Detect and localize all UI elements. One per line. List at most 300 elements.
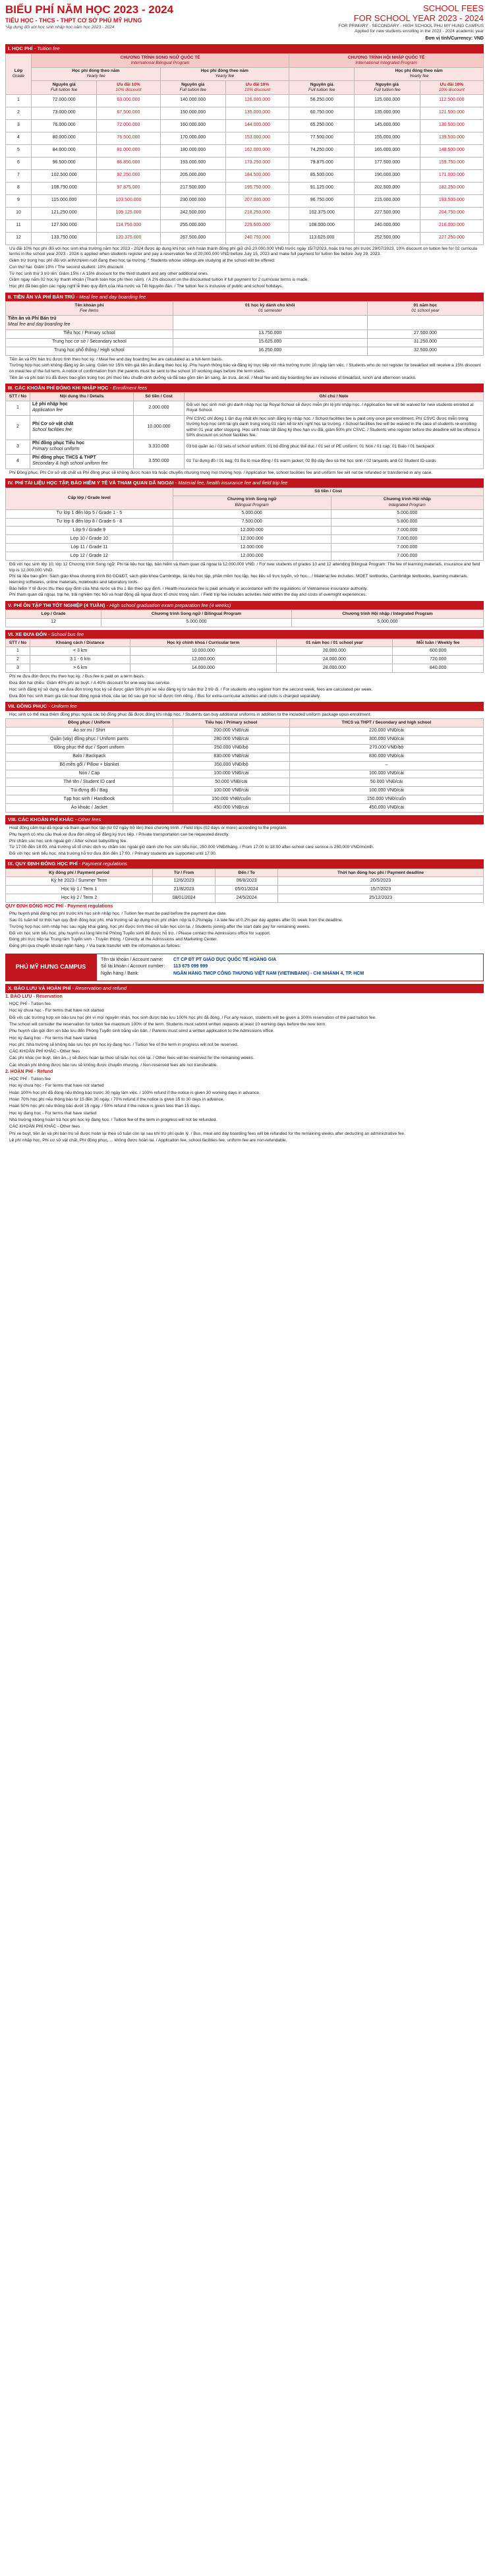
title-en-1: SCHOOL FEES [423,3,484,13]
table-cell: 229.500.000 [225,219,289,232]
note-item: Tiền ăn và Phí bán trú được tính theo học kỳ. / Meal fee and day boarding fee are calculated as a full-term basis. [9,357,223,362]
table-cell: 127.500.000 [32,219,97,232]
table-cell: 15/7/2023 [278,886,484,894]
table-cell: 100.000 VNĐ/cái [289,787,483,795]
table-cell: 125.000.000 [355,94,420,107]
bus-row [6,656,484,664]
table-cell: Học kỳ 1 / Term 1 [6,886,153,894]
note-item: Phụ huynh phải đóng học phí trước khi học sinh nhập học. / Tuition fee must be paid before the payment due date. [9,911,227,917]
table-cell: 135.000.000 [355,107,420,119]
table-cell: 255.000.000 [160,219,225,232]
table-cell: 63.000.000 [97,94,160,107]
table-cell: 86.850.000 [97,157,160,169]
table-cell: 84.000.000 [32,144,97,157]
note-item: Hoàn 100% học phí đã đóng nếu thông báo trước 30 ngày làm việc. / 100% refund if the notice is given 30 working days in advance. [9,1090,260,1095]
tuition-row [6,219,484,232]
section-material: IV. PHÍ TÀI LIỆU HỌC TẬP, BẢO HIỂM Y TẾ VÀ THAM QUAN DÃ NGOẠI - Material fee, health insurance fee and field trip fee [5,478,484,488]
table-cell: 76.000.000 [32,119,97,132]
table-cell: 135.000.000 [225,107,289,119]
table-cell: 4 [6,132,32,144]
material-row [6,535,484,544]
enroll-item-name: Phí đồng phục Tiểu học [32,441,85,446]
table-cell: 21/8/2023 [153,886,216,894]
other-notes [9,826,484,857]
enroll-notes [9,471,484,476]
table-cell: 08/01/2024 [153,894,216,903]
table-cell: 80.000.000 [32,132,97,144]
table-cell: 31.250.000 [367,338,483,347]
table-cell: 102.500.000 [32,169,97,182]
table-cell: Lớp 10 / Grade 10 [6,535,173,544]
table-cell: 7.500.000 [173,518,331,527]
note-item: HỌC PHÍ - Tuition fee [9,1077,51,1082]
enroll-item-name: Phí đồng phục THCS & THPT [32,455,96,461]
note-item: Phí xe đưa đón được thu theo học kỳ. / Bus fee is paid on a term basis. [9,674,145,679]
table-cell: 195.750.000 [225,182,289,194]
table-cell: < 3 km [30,647,130,656]
table-cell: 121.500.000 [420,107,483,119]
table-cell: 150.000 VNĐ/cuốn [173,795,289,804]
table-cell: 27.500.000 [367,329,483,338]
table-cell: 7.000.000 [331,535,483,544]
table-cell: 72.000.000 [97,119,160,132]
table-cell: 15.625.000 [173,338,367,347]
table-cell: 112.500.000 [420,94,483,107]
section-meal: II. TIỀN ĂN VÀ PHÍ BÁN TRÚ - Meal fee and day boarding fee [5,293,484,302]
table-cell: 830.000 VNĐ/cái [173,753,289,761]
enroll-item-name-en: School facilities fee [32,427,72,432]
header [5,0,484,35]
table-cell: 218.250.000 [225,207,289,219]
table-cell: 130.500.000 [420,119,483,132]
enroll-row [6,415,484,440]
table-cell: 05/01/2024 [216,886,278,894]
note-item: CÁC KHOẢN PHÍ KHÁC - Other fees [9,1124,80,1130]
table-cell: 280.000 VNĐ/cái [173,735,289,744]
table-cell: 227.500.000 [355,207,420,219]
table-cell: 56.250.000 [289,94,355,107]
table-cell: 77.500.000 [289,132,355,144]
table-cell: 121.250.000 [32,207,97,219]
table-cell: Túi đựng đồ / Bag [6,787,173,795]
table-cell: 220.000 VNĐ/cái [289,727,483,735]
enroll-no: 3 [6,440,30,454]
tuition-row [6,144,484,157]
note-item: Đối với học sinh tiểu học, phụ huynh vui lòng liên hệ Phòng Tuyển sinh để được hỗ trợ. / Please contact the Admissions office for support. [9,930,271,936]
note-item: Đối với học sinh lớp 10, lớp 12 Chương trình Song ngữ: Phí tài liệu học tập, bảo hiểm và tham quan dã ngoại là 12.000.000 VNĐ. / For new students of grades 10 and 12 attending Bilingual Program: The fee of learning materials, insurance and field trip is 12,000,000 VND. [9,562,480,573]
material-row [6,544,484,552]
table-cell: 242.500.000 [160,207,225,219]
table-cell: 97.875.000 [97,182,160,194]
table-cell: 12.000.000 [173,527,331,535]
table-cell: 72.000.000 [32,94,97,107]
enroll-note: 01 Túi đựng đồ / 01 bag; 01 Ba lô mùa đông / 01 warm jacket; 02 Bộ dây đeo và thẻ học sinh / 02 lanyards and 02 Student ID cards [185,454,484,469]
enroll-item-name-en: Secondary & high school uniform fee [32,461,108,467]
table-cell: 150.000.000 [160,107,225,119]
table-cell: 10 [6,207,32,219]
payment-row [6,886,484,894]
tuition-row [6,194,484,207]
table-cell: 193.000.000 [160,157,225,169]
table-cell: 145.000.000 [355,119,420,132]
note-item: Đối với học sinh tiểu học, nhà trường hỗ trợ đưa đón đến 17:00. / Primary students are supported until 17:00. [9,851,217,857]
table-cell: 150.000 VNĐ/cuốn [289,795,483,804]
note-item: Con thứ hai: Giảm 10% / The second student: 10% discount [9,264,123,270]
uniform-row [6,787,484,795]
uniform-row [6,804,484,813]
table-cell: 133.750.000 [32,232,97,244]
table-cell: 450.000 VNĐ/cái [173,804,289,813]
enroll-item [30,454,134,469]
table-cell: 20.000.000 [276,647,393,656]
note-item: Phí chăm sóc học sinh ngoài giờ / After school babysitting fee. [9,838,128,844]
table-cell: 108.000.000 [289,219,355,232]
tuition-row [6,107,484,119]
table-cell: 1 [6,94,32,107]
table-cell: 204.750.000 [420,207,483,219]
note-item: Hoạt động câm trại dã ngoại và tham quan học tập (từ 02 ngày trở lên) theo chương trình. / Field trips (02 days or more) according to the program. [9,825,287,830]
subtitle-vn: TIỂU HỌC - THCS - THPT CƠ SỞ PHÚ MỸ HƯNG [5,16,142,24]
note-item: Học kỳ đang học - For terms that have started [9,1110,97,1116]
table-cell: Tạp học sinh / Handbook [6,795,173,804]
table-cell: 12.000.000 [130,656,276,664]
enroll-note: 03 bộ quần áo / 03 sets of school uniform; 01 bộ đồng phục thể dục / 01 set of PE uniform; 01 Nón / 01 cap; 01 Balo / 01 backpack [185,440,484,454]
meal-notes [9,357,484,381]
payment-rules-title: QUY ĐỊNH ĐÓNG HỌC PHÍ - Payment regulations [5,904,113,909]
table-cell: 170.000.000 [160,132,225,144]
table-cell: 5.000.000 [331,509,483,518]
table-cell: 177.500.000 [355,157,420,169]
section-bus: VI. XE ĐƯA ĐÓN - School bus fee [5,630,484,639]
enroll-item [30,415,134,440]
subtitle-en: FOR PRIMARY - SECONDARY - HIGH SCHOOL PHU MY HUNG CAMPUS [338,23,484,28]
table-cell: 28.000.000 [276,664,393,673]
table-cell: 96.750.000 [289,194,355,207]
meal-table: Tên khoản phí Fee items 01 học kỳ dành cho khối 01 semester 01 năm học 01 school year Tiền ăn và Phí Bán trú Meal fee and day boarding fee Tiểu học / Primary school 13.750.000 27.500.000 Trung học cơ sở / Secondary school 15.625.000 31.250.000 Trung học phổ thông / High school 16.250.000 32.500.000 [5,301,484,355]
table-cell: 12 [6,232,32,244]
section-exam: V. PHÍ ÔN TẬP THI TỐT NGHIỆP (4 TUẦN) - High school graduation exam preparation fee (4 weeks) [5,601,484,610]
table-cell: Balo / Backpack [6,753,173,761]
note-item: Phí xe buýt, tiền ăn và phí bán trú sẽ được hoàn lại theo số tuần còn lại sau khi trừ phí quản lý. / Bus, meal and day boarding fees will be refunded for the remaining weeks after deducting an administrative fee. [9,1131,405,1136]
table-cell: 24/5/2024 [216,894,278,903]
note-item: Phí tài liệu bao gồm: Sách giáo khoa chương trình Bộ GD&ĐT, sách giáo khoa Cambridge, tài liệu học tập, phần mềm học tập, học liệu số trực tuyến, vở học... / Material fee includes: MOET textbooks, Cambridge textbooks, learning materials, learning softwares, online materials, notebooks and laboratory tools. [9,574,468,585]
section-enrollment: III. CÁC KHOẢN PHÍ ĐÓNG KHI NHẬP HỌC - Enrollment fees [5,384,484,393]
table-cell: 139.500.000 [420,132,483,144]
note-item: HỌC PHÍ - Tuition fee [9,1001,51,1006]
enroll-row [6,401,484,415]
table-cell: 216.000.000 [420,219,483,232]
table-cell: Học kỳ 2 / Term 2 [6,894,153,903]
table-cell: 5 [6,144,32,157]
reserve-items [9,1002,484,1068]
table-cell: 120.375.000 [97,232,160,244]
table-cell: 76.500.000 [97,132,160,144]
table-cell: 600.000 [393,647,484,656]
table-cell: 202.500.000 [355,182,420,194]
table-cell: 240.750.000 [225,232,289,244]
note-item: Hoàn 70% học phí nếu thông báo từ 15 đến 30 ngày. / 70% refund if the notice is given 15 to 30 days in advance. [9,1097,225,1102]
table-cell: 113.625.000 [289,232,355,244]
reserve-title: 1. BẢO LƯU - Reservation [5,994,63,999]
table-cell: 240.000.000 [355,219,420,232]
enroll-no: 2 [6,415,30,440]
refund-title: 2. HOÀN PHÍ - Refund [5,1070,53,1075]
tuition-row [6,132,484,144]
table-cell: 350.000 VNĐ/bộ [173,761,289,770]
payment-table: Kỳ đóng phí / Payment period Từ / From Đến / To Thời hạn đóng học phí / Payment deadline Kỳ hè 2023 / Summer Term 12/6/2023 06/8/2023 20/5/2023 Học kỳ 1 / Term 1 21/8/2023 05/01/2024 15/7/2023 Học kỳ 2 / Term 2 08/01/2024 24/5/2024 25/12/2023 [5,869,484,903]
table-cell: 5.000.000 [173,509,331,518]
note-en: Applied for new students enrolling in the 2023 - 2024 academic year [355,29,484,34]
meal-row [6,347,484,355]
table-cell: 67.500.000 [97,107,160,119]
payment-rules [9,911,484,949]
table-cell: 140.000.000 [160,94,225,107]
meal-row [6,338,484,347]
table-cell: 10.000.000 [130,647,276,656]
table-cell: 100.000 VNĐ/cái [173,787,289,795]
table-cell: 180.000.000 [160,144,225,157]
table-cell: 207.000.000 [225,194,289,207]
note-item: Bảo hiểm Y tế được thu theo quy định của Nhà nước và thu 1 lần theo quy định. / Health insurance fee is paid annually in accordance with the regulations of Vietnamese insurance authority. [9,586,368,591]
table-cell: 160.000.000 [160,119,225,132]
enroll-item-name: Phí Cơ sở vật chất [32,421,74,426]
uniform-intro: Học sinh có thể mua thêm đồng phục ngoài các bộ đồng phục đã được đóng khi nhập học. / Students can buy additional uniforms in addition to the included uniform package upon enrollment. [9,712,372,717]
bank-name: NGÂN HÀNG TMCP CÔNG THƯƠNG VIỆT NAM (VIETINBANK) - CHI NHÁNH 4, TP. HCM [173,971,364,977]
table-cell: 252.500.000 [355,232,420,244]
table-cell: 12.000.000 [173,544,331,552]
material-row [6,527,484,535]
note-item: Học sinh đăng ký sử dụng xe đưa đón trong học kỳ sẽ được giảm 50% phí xe nếu đăng ký từ tuần thứ 2 trở đi. / For students who register from the second week, fees are calculated per week. [9,687,373,692]
uniform-row [6,795,484,804]
note-item: Hoàn 50% học phí nếu thông báo dưới 15 ngày. / 50% refund if the notice is given less than 15 days. [9,1104,201,1109]
table-cell: Tiểu học / Primary school [6,329,173,338]
table-cell: 74.250.000 [289,144,355,157]
table-cell: 7.000.000 [331,544,483,552]
table-cell: 100.000 VNĐ/cái [289,770,483,778]
note-item: Trường hợp học sinh không đăng ký ăn sáng: Giảm trừ 15% trên giá tiền ăn đang theo học kỳ. Phụ huynh thông báo và đăng ký trực tiếp với nhà trường trước 10 ngày làm việc. / Students who do not register for breakfast will receive a 15% discount on meal fee of the full term. A notice of confirmation from the parents must be sent to the school 10 working days before the term starts. [9,363,481,374]
table-cell: 7 [6,169,32,182]
material-table: Cấp lớp / Grade level Số tiền / Cost Chương trình Song ngữ Bilingual Program Chương trình Hội nhập Integrated Program Tư lớp 1 đến lớp 5 / Grade 1 - 5 5.000.000 5.000.000 Tư lớp 6 đến lớp 8 / Grade 6 - 8 7.500.000 5.800.000 Lớp 9 / Grade 9 12.000.000 7.000.000 Lớp 10 / Grade 10 12.000.000 7.000.000 Lớp 11 / Grade 11 12.000.000 7.000.000 Lớp 12 / Grade 12 12.000.000 7.000.000 [5,488,484,561]
note-item: Phụ huynh có nhu cầu thuê xe đưa đón riêng sẽ đăng ký trực tiếp. / Private transportation can be requested directly. [9,832,229,837]
material-row [6,509,484,518]
table-cell: 24.000.000 [276,656,393,664]
enroll-item [30,401,134,415]
enroll-item-name-en: Primary school uniform [32,447,80,452]
tuition-notes [9,246,484,290]
note-item: CÁC KHOẢN PHÍ KHÁC - Other fees [9,1049,80,1054]
table-cell: 3 [6,664,30,673]
table-cell: 100.000 VNĐ/cái [173,770,289,778]
refund-items [9,1077,484,1143]
table-cell: Tư lớp 6 đến lớp 8 / Grade 6 - 8 [6,518,173,527]
bank-campus-label: PHÚ MỸ HƯNG CAMPUS [5,954,96,982]
exam-table: Lớp / Grade Chương trình Song ngữ / Bilingual Program Chương trình Hội nhập / Integrated Program 12 5.000.000 5.000.000 [5,610,484,627]
table-cell: 96.500.000 [32,157,97,169]
table-cell: 13.750.000 [173,329,367,338]
table-cell: 5.800.000 [331,518,483,527]
table-cell: 230.000.000 [160,194,225,207]
note-item: Nhà trường không hoàn trả học phí học kỳ đang học. / Tuition fee of the term in progress will not be refunded. [9,1117,217,1122]
enroll-no: 4 [6,454,30,469]
enroll-item-name-en: Application fee [32,408,63,413]
table-cell: Lớp 11 / Grade 11 [6,544,173,552]
table-cell: 92.250.000 [97,169,160,182]
section-refund: X. BẢO LƯU VÀ HOÀN PHÍ - Reservation and refund [5,984,484,993]
note-item: Học kỳ đang học - For terms that have started [9,1035,97,1041]
table-cell: Áo sơ mi / Shirt [6,727,173,735]
note-item: Ưu đãi 10% học phí đối với học sinh khai trường năm học 2023 - 2024 được áp dụng khi học sinh hoàn thành đóng phí giữ chỗ 20.000.000 VNĐ trước ngày 15/7/2023, hoặc trả học phí trước 29/07/2023. 10% discount on tuition fee for 02 curricula terms in the school year 2023 - 2024 is applied when students register and pay a reservation fee of 20,000,000 VND before July 15, 2023 and make full payment for tuition fee before July 29, 2023. [9,246,477,257]
material-notes [9,562,484,598]
bus-row [6,647,484,656]
tuition-row [6,169,484,182]
note-item: Học kỳ chưa học - For terms that have not started [9,1008,104,1014]
table-cell: Lớp 12 / Grade 12 [6,552,173,561]
table-cell: 450.000 VNĐ/cái [289,804,483,813]
uniform-row [6,727,484,735]
material-row [6,518,484,527]
table-cell: 79.875.000 [289,157,355,169]
note-item: Đưa đón học sinh tham gia các hoạt động ngoại khoá, câu lạc bộ sau giờ học sẽ được tính riêng. / Bus for extra-curricular activities and clubs is charged separately. [9,693,321,699]
payment-row [6,894,484,903]
note-item: Từ học sinh thứ 3 trở lên: Giảm 15% / A 15% discount for the third student and any other additional ones. [9,271,209,276]
section-payment: IX. QUY ĐỊNH ĐÓNG HỌC PHÍ - Payment regulations [5,859,484,869]
note-vn: *Áp dụng đối với học sinh nhập học năm học 2023 - 2024 [5,25,115,30]
table-cell: 1 [6,647,30,656]
table-cell: 830.000 VNĐ/cái [289,753,483,761]
table-cell: 12/6/2023 [153,877,216,886]
table-cell: 250.000 VNĐ/bộ [173,744,289,753]
table-cell: 65.250.000 [289,119,355,132]
table-cell: 25/12/2023 [278,894,484,903]
table-cell: 153.000.000 [225,132,289,144]
note-item: Phụ huynh cần gửi đơn xin bảo lưu đến Phòng Tuyển sinh bằng văn bản. / Parents must send a written application to the Admissions office. [9,1029,275,1034]
table-cell: 227.250.000 [420,232,483,244]
table-cell: 102.375.000 [289,207,355,219]
bus-table: STT / No Khoảng cách / Distance Học kỳ chính khoá / Curricular term 01 năm học / 01 school year Mỗi tuần / Weekly fee 1 < 3 km 10.000.000 20.000.000 600.000 2 3.1 - 6 km 12.000.000 24.000.000 720.000 3 > 6 km 14.000.000 28.000.000 840.000 [5,639,484,673]
table-cell: 159.750.000 [420,157,483,169]
table-cell: 217.500.000 [160,182,225,194]
table-cell: 162.000.000 [225,144,289,157]
table-cell: 200.000 VNĐ/cái [173,727,289,735]
note-item: Tiền ăn và phí bán trú đã được bao gồm trong học phí theo tiêu chuẩn dinh dưỡng và đã bao gồm tiền ăn sáng, ăn trưa, ăn xế. / Meal fee and day boarding fee are inclusive of breakfast, lunch and afternoon snacks. [9,375,417,380]
table-cell: Thẻ tên / Student ID card [6,778,173,787]
enroll-item-name: Lệ phí nhập học [32,402,68,407]
tuition-table: Lớp Grade CHƯƠNG TRÌNH SONG NGỮ QUỐC TẾ International Bilingual Program CHƯƠNG TRÌNH HỘI NHẬP QUỐC TẾ International Integrated Program Học phí đóng theo năm Yearly fee Học phí đóng theo năm Yearly fee Học phí đóng theo năm Yearly fee Nguyên giá Full tuition fee Ưu đãi 10% 10% discount Nguyên giá Full tuition fee Ưu đãi 10% 10% discount Nguyên giá Full tuition fee Nguyên giá Full tuition fee Ưu đãi 10% 10% discount 1 72.000.000 63.000.000 140.000.000 126.000.000 56.250.000 125.000.000 112.500.000 2 73.000.000 67.500.000 150.000.000 135.000.000 60.750.000 135.000.000 121.500.000 3 76.000.000 72.000.000 160.000.000 144.000.000 65.250.000 145.000.000 130.500.000 4 80.000.000 76.500.000 170.000.000 153.000.000 77.500.000 155.000.000 139.500.000 5 84.000.000 81.000.000 180.000.000 162.000.000 74.250.000 165.000.000 148.500.000 6 96.500.000 86.850.000 193.000.000 173.250.000 79.875.000 177.500.000 159.750.000 7 102.500.000 92.250.000 205.000.000 184.500.000 85.500.000 190.000.000 171.000.000 8 108.750.000 97.875.000 217.500.000 195.750.000 91.125.000 202.500.000 182.250.000 9 115.000.000 103.500.000 230.000.000 207.000.000 96.750.000 215.000.000 193.500.000 10 121.250.000 109.125.000 242.500.000 218.250.000 102.375.000 227.500.000 204.750.000 11 127.500.000 114.750.000 255.000.000 229.500.000 108.000.000 240.000.000 216.000.000 12 133.750.000 120.375.000 267.500.000 240.750.000 113.625.000 252.500.000 227.250.000 [5,53,484,245]
uniform-row [6,778,484,787]
tuition-row [6,94,484,107]
note-item: Sau 01 tuần kể từ thời hạn quy định đóng học phí, nhà trường sẽ áp dụng mức phí chậm nộp là 0.2%/ngày. / A late fee of 0.2% per day applies after 01 week from the deadline. [9,917,343,923]
note-item: Học phí đã bao gồm các ngày nghỉ lễ theo quy định của nhà nước và Tết Nguyên đán. / The tuition fee is inclusive of public and school holidays. [9,284,283,289]
note-item: Đưa đón hai chiều: Giảm 40% phí xe buýt. / A 40% discount for one-way bus service. [9,681,171,686]
note-item: Đóng phí trực tiếp tại Trung tâm Tuyển sinh - Truyền thông. / Directly at the Admissions and Marketing Center. [9,937,218,942]
uniform-row [6,770,484,778]
table-cell: 12.000.000 [173,552,331,561]
table-cell: 2 [6,656,30,664]
table-cell: Quần (váy) đồng phục / Uniform pants [6,735,173,744]
table-cell: 20/5/2023 [278,877,484,886]
table-cell: 182.250.000 [420,182,483,194]
enroll-cost: 10.000.000 [134,415,185,440]
note-item: Các khoản phí không được bảo lưu sẽ không được chuyển nhượng. / Non-reserved fees are not transferable. [9,1062,218,1068]
note-item: Giảm ngay năm 02 học kỳ thanh khoản (Thanh toán học phí theo năm). / A 2% discount on the discounted tuition if full payment for 2 curricular terms is made. [9,277,309,283]
table-cell: 16.250.000 [173,347,367,355]
table-cell: 14.000.000 [130,664,276,673]
tuition-row [6,232,484,244]
section-uniform: VII. ĐỒNG PHỤC - Uniform fee [5,702,484,711]
table-cell: Lớp 9 / Grade 9 [6,527,173,535]
tuition-row [6,157,484,169]
note-item: Các phí khác (xe buýt, tiền ăn...) sẽ được hoàn lại theo số tuần học còn lại. / Other fees will be reserved for the remaining weeks. [9,1056,254,1061]
uniform-row [6,753,484,761]
payment-row [6,877,484,886]
tuition-row [6,119,484,132]
table-cell: Bộ mền gối / Pillow + blanket [6,761,173,770]
table-cell: > 6 km [30,664,130,673]
currency-label: Đơn vị tính/Currency: VND [425,36,484,41]
table-cell: 165.000.000 [355,144,420,157]
table-cell: 06/8/2023 [216,877,278,886]
title-vn: BIỂU PHÍ NĂM HỌC 2023 - 2024 [5,3,174,16]
section-other: VIII. CÁC KHOẢN PHÍ KHÁC - Other fees [5,815,484,824]
bank-info: PHÚ MỸ HƯNG CAMPUS Tên tài khoản / Account name: CT CP ĐT PT GIÁO DỤC QUỐC TẾ HOÀNG GIA Số tài khoản / Account number: 113 675 099 999 Ngân hàng / Bank: NGÂN HÀNG TMCP CÔNG THƯƠNG VIỆT NAM (VIETINBANK) - CHI NHÁNH 4, TP. HCM [5,954,484,982]
table-cell: Nón / Cap [6,770,173,778]
bank-account-number: 113 675 099 999 [173,964,208,969]
enroll-note: Phí CSVC chỉ đóng 1 lần duy nhất khi học sinh đăng ký nhập học. / School facilities fee is paid only once per enrollment. Phí CSVC được miễn trong trường hợp học sinh tái ghi danh trong vòng 01 năm kể từ khi nghỉ học tại trường. / School facilities fee will be waived in the case of students re-enrolling within 01 year after stopping. Học sinh hoàn tất đăng ký theo hạn ưu đãi, giảm 50% phí CSVC. / Students who register before the deadline will be offered a 50% discount on school facilities fee. [185,415,484,440]
table-cell: 7.000.000 [331,552,483,561]
table-cell: – [289,761,483,770]
table-cell: 109.125.000 [97,207,160,219]
table-cell: 2 [6,107,32,119]
note-item: Phí Đồng phục, Phí Cơ sở vật chất và Phí đồng phục sẽ không được hoàn trả hoặc chuyển nhượng trong mọi trường hợp. / Application fee, school facilities fee and uniform fee will not be refunded or transferred in any case. [9,470,433,475]
uniform-row [6,744,484,753]
note-item: Lệ phí nhập học, Phí cơ sở vật chất, Phí đồng phục, ... không được hoàn lại. / Application fee, school facilities fee, uniform fee are non-refundable. [9,1137,287,1143]
section-tuition: I. HỌC PHÍ - Tuition fee [5,44,484,53]
table-cell: Tư lớp 1 đến lớp 5 / Grade 1 - 5 [6,509,173,518]
table-cell: Áo khoác / Jacket [6,804,173,813]
material-row [6,552,484,561]
enroll-cost: 3.310.000 [134,440,185,454]
table-cell: 148.500.000 [420,144,483,157]
enroll-cost: 2.000.000 [134,401,185,415]
enroll-note: Đối với học sinh mới ghi danh nhập học tại Royal School sẽ được miễn phí lệ phí nhập học. / Application fee will be waived for new students enrolled at Royal School. [185,401,484,415]
fee-schedule-page [5,0,484,1143]
table-cell: 126.000.000 [225,94,289,107]
uniform-row [6,735,484,744]
table-cell: 190.000.000 [355,169,420,182]
table-cell: 9 [6,194,32,207]
table-cell: 3.1 - 6 km [30,656,130,664]
table-cell: 270.000 VNĐ/bộ [289,744,483,753]
table-cell: Đồng phục thể dục / Sport uniform [6,744,173,753]
table-cell: 720.000 [393,656,484,664]
table-cell: 50.000 VNĐ/cái [173,778,289,787]
tuition-row [6,182,484,194]
enroll-row [6,454,484,469]
uniform-row [6,761,484,770]
table-cell: 50.000 VNĐ/cái [289,778,483,787]
bank-account-name: CT CP ĐT PT GIÁO DỤC QUỐC TẾ HOÀNG GIA [173,957,277,962]
note-item: Học phí: Nhà trường sẽ không bảo lưu học phí học kỳ đang học. / Tuition fee of the term in progress will not be reserved. [9,1042,239,1047]
enroll-item [30,440,134,454]
meal-row [6,329,484,338]
table-cell: 193.500.000 [420,194,483,207]
note-item: Học kỳ chưa học - For terms that have not started [9,1083,104,1089]
table-cell: 91.125.000 [289,182,355,194]
table-cell: 184.500.000 [225,169,289,182]
table-cell: 81.000.000 [97,144,160,157]
enroll-row [6,440,484,454]
table-cell: 73.000.000 [32,107,97,119]
